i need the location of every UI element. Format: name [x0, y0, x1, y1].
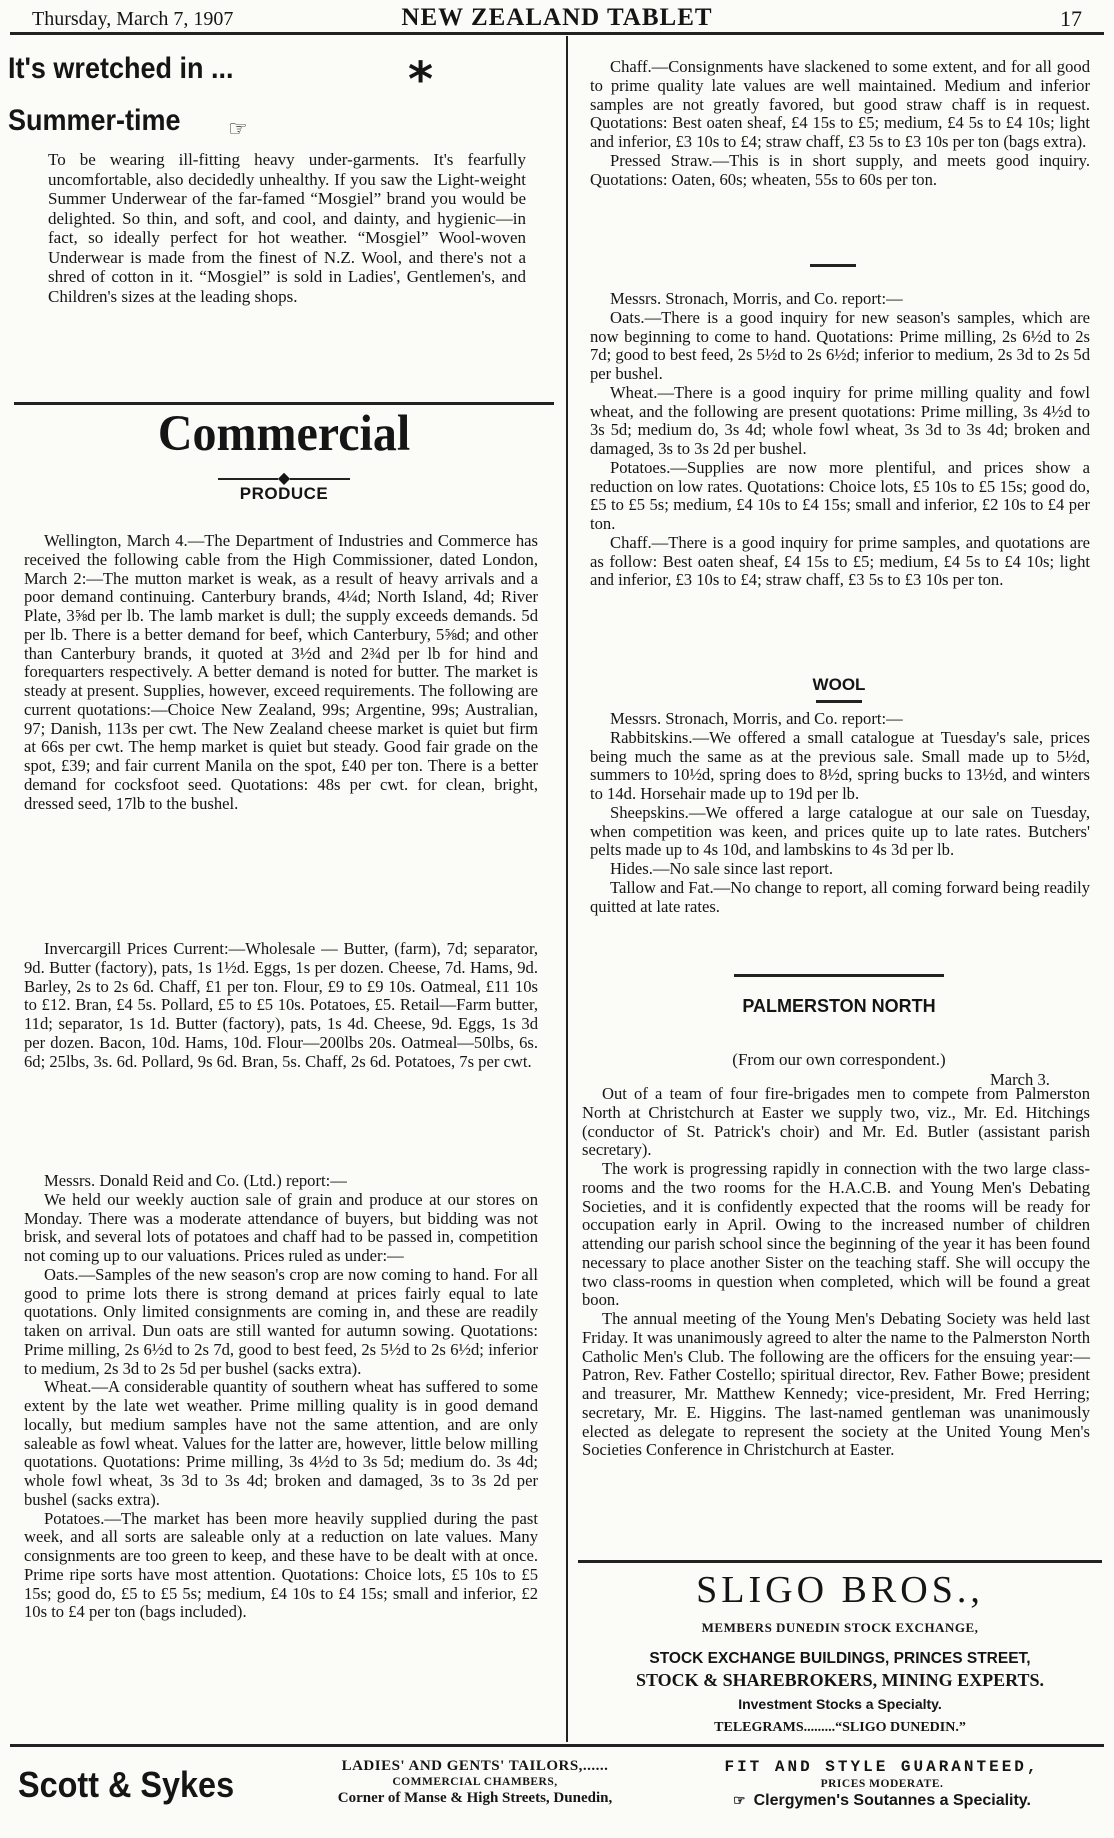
ad-headline-2: Summer-time [8, 104, 181, 137]
short-rule [816, 700, 862, 703]
wellington-article [24, 532, 538, 813]
palmerston-north-heading: PALMERSTON NORTH [742, 996, 936, 1016]
ad-fit-style: FIT AND STYLE GUARANTEED, [724, 1758, 1040, 1776]
ad-business: STOCK & SHAREBROKERS, MINING EXPERTS. [635, 1670, 1045, 1690]
mosgiel-advertisement [8, 52, 556, 400]
report-wheat: Wheat.—A considerable quantity of southern wheat has suffered to some extent by the late wet weather. Prime milling quality is in good demand locally, but medium samples have not the same attention, and are only saleable as fowl wheat. Values for the latter are, however, little below milling quotations. Quotations: Prime milling, 3s 4½d to 3s 5d; medium do. 3s 4d; whole fowl wheat, 3s 3d to 3s 4d; broken and damaged, 3s to 3s 2d per bushel (sacks extra). [24, 1377, 538, 1509]
correspondent-byline: (From our own correspondent.) [732, 1050, 946, 1069]
report-hides: Hides.—No sale since last report. [610, 859, 834, 878]
column-divider [566, 36, 568, 1742]
ad-guarantee-block [662, 1758, 1102, 1810]
invercargill-article [24, 940, 538, 1071]
ad-brand-name: Scott & Sykes [18, 1764, 235, 1805]
ad-clergy-line [662, 1792, 1102, 1810]
produce-heading: PRODUCE [239, 484, 329, 503]
ad-body-text: To be wearing ill-fitting heavy under-garments. It's fearfully uncomfortable, also decidedly unhealthy. If you saw the Light-weight Summer Underwear of the far-famed “Mosgiel” brand you would be delighted. So thin, and soft, and cool, and dainty, and hygienic—in fact, so ideally perfect for hot weather. “Mosgiel” Wool-woven Underwear is made from the finest of N.Z. Wool, and there's not a shred of cotton in it. “Mosgiel” is sold in Ladies', Gentlemen's, and Children's sizes at the leading shops. [48, 150, 526, 306]
asterisk-ornament-icon: * [408, 52, 434, 108]
masthead: NEW ZEALAND TABLET [401, 4, 713, 31]
invercargill-paragraph: Invercargill Prices Current:—Wholesale — Butter, (farm), 7d; separator, 9d. Butter (factory), pats, 1s 1½d. Eggs, 1s per dozen. Cheese, 7d. Hams, 9d. Barley, 2s to 2s 6d. Chaff, £1 per ton. Flour, £9 to £9 10s. Oatmeal, £11 10s to £12. Bran, £4 5s. Pollard, £5 to £5 10s. Potatoes, £5. Retail—Farm butter, 11d; separator, 1s 1d. Butter (factory), pats, 1s 4d. Cheese, 9d. Eggs, 1s 3d per dozen. Bacon, 10d. Hams, 10d. Flour—200lbs 20s. Oatmeal—50lbs, 6s. 6d; 25lbs, 3s. 6d. Pollard, 9s 6d. Bran, 5s. Chaff, 2s 6d. Potatoes, 7s per cwt. [24, 939, 538, 1071]
report-tallow: Tallow and Fat.—No change to report, all coming forward being readily quitted at late rates. [590, 877, 1090, 916]
footer-rule [10, 1744, 1104, 1747]
pointing-hand-icon: ☞ [733, 1792, 746, 1808]
ad-company-name: SLIGO BROS., [696, 1569, 984, 1611]
ad-telegrams: TELEGRAMS.........“SLIGO DUNEDIN.” [714, 1720, 966, 1735]
palmerston-north-article [582, 1085, 1090, 1460]
report-chaff: Chaff.—There is a good inquiry for prime samples, and quotations are as follow: Best oaten sheaf, £4 15s to £5; medium, £4 5s to £4 10s; light and inferior, £3 10s to £4; straw chaff, £3 5s to £3 10s per ton. [590, 532, 1090, 590]
report-potatoes: Potatoes.—Supplies are now more plentiful, and prices show a reduction on low rates. Quotations: Choice lots, £5 10s to £5 15s; good do, £5 to £5 5s; medium, £4 10s to £4 15s; small and inferior, £2 10s to £4 per ton. [590, 457, 1090, 533]
page-number: 17 [1060, 6, 1082, 31]
ad-tailors-block [300, 1758, 650, 1807]
sligo-bros-advertisement [578, 1562, 1102, 1740]
header-rule [10, 32, 1104, 35]
section-title: Commercial [157, 405, 411, 462]
pointing-hand-icon: ☞ [228, 116, 248, 141]
ad-chambers: COMMERCIAL CHAMBERS, [392, 1776, 558, 1788]
section-rule [734, 974, 944, 977]
report-rabbitskins: Rabbitskins.—We offered a small catalogue at Tuesday's sale, prices being much the same as at the previous sale. Small made up to 5½d, summers to 10½d, spring does to 8½d, spring bucks to 13½d, and winters to 14d. Horsehair made up to 19d per lb. [590, 727, 1090, 803]
report-heading: Messrs. Donald Reid and Co. (Ltd.) report:— [44, 1171, 347, 1190]
ad-body [48, 150, 526, 306]
diamond-icon: ◆ [277, 470, 291, 487]
page-header [20, 4, 1094, 34]
report-heading: Messrs. Stronach, Morris, and Co. report:— [610, 709, 903, 728]
ad-specialty: Investment Stocks a Specialty. [738, 1696, 942, 1712]
report-heading: Messrs. Stronach, Morris, and Co. report:— [610, 289, 903, 308]
article-paragraph: The annual meeting of the Young Men's Debating Society was held last Friday. It was unanimously agreed to alter the name to the Palmerston North Catholic Men's Club. The following are the officers for the ensuing year:—Patron, Rev. Father Costello; spiritual director, Rev. Father Bowe; president and treasurer, Mr. Matthew Kennedy; vice-president, Mr. Fred Herring; secretary, Mr. E. Higgins. The last-named gentleman was unanimously elected as delegate to represent the society at the United Young Men's Societies Conference in Christchurch at Easter. [582, 1309, 1090, 1460]
chaff-straw-continued [590, 58, 1090, 189]
article-paragraph: The work is progressing rapidly in connection with the two large class-rooms and the two rooms for the H.A.C.B. and Young Men's Debating Societies, and it is confidently expected that the rooms will be ready for occupation early in April. Owing to the increased number of children attending our parish school since the beginning of the year it has been found necessary to place another Sister on the teaching staff. She will occupy the two class-rooms in question when completed, which will be found a great boon. [582, 1159, 1090, 1310]
report-oats: Oats.—Samples of the new season's crop are now coming to hand. For all good to prime lots there is strong demand at prices fairly equal to late quotations. Only limited consignments are coming in, and these are readily taken on arrival. Dun oats are still wanted for autumn sowing. Quotations: Prime milling, 2s 6½d to 2s 7d, good to best feed, 2s 5½d to 2s 6½d; inferior to medium, 2s 3d to 2s 5d per bushel (sacks extra). [24, 1264, 538, 1378]
report-wheat: Wheat.—There is a good inquiry for prime milling quality and fowl wheat, and the following are present quotations: Prime milling, 3s 4½d to 3s 5d; medium do, 3s 4d; whole fowl wheat, 3s 3d to 3s 4d; broken and damaged, 3s to 3s 2d per bushel. [590, 382, 1090, 458]
short-rule [810, 264, 856, 267]
scott-sykes-advertisement [10, 1750, 1104, 1838]
report-potatoes: Potatoes.—The market has been more heavily supplied during the past week, and all sorts are saleable only at a reduction on late values. Many consignments are too green to keep, and these have to be dealt with at once. Prime ripe sorts have most attention. Quotations: Choice lots, £5 10s to £5 15s; good do, £5 to £5 5s; medium, £4 10s to £4 15s; small and inferior, £2 10s to £4 per ton (bags included). [24, 1508, 538, 1622]
donald-reid-report [24, 1172, 538, 1622]
ad-tailors: LADIES' AND GENTS' TAILORS,...... [341, 1758, 609, 1774]
report-oats: Oats.—There is a good inquiry for new season's samples, which are now beginning to come to hand. Quotations: Prime milling, 2s 6½d to 2s 7d; good to best feed, 2s 5½d to 2s 6½d; inferior to medium, 2s 3d to 2s 5d per bushel. [590, 307, 1090, 383]
wool-report [590, 710, 1090, 916]
wool-heading: WOOL [812, 675, 866, 694]
pressed-straw-paragraph: Pressed Straw.—This is in short supply, and meets good inquiry. Quotations: Oaten, 60s; wheaten, 55s to 60s per ton. [590, 150, 1090, 189]
ad-prices: PRICES MODERATE. [820, 1778, 944, 1790]
ad-membership: MEMBERS DUNEDIN STOCK EXCHANGE, [701, 1620, 979, 1635]
report-sheepskins: Sheepskins.—We offered a large catalogue at our sale on Tuesday, when competition was keen, and prices quite up to late rates. Butchers' pelts made up to 4s 10d, and lambskins to 4s 3d per lb. [590, 802, 1090, 860]
issue-date: Thursday, March 7, 1907 [32, 8, 234, 30]
ad-corner-address: Corner of Manse & High Streets, Dunedin, [337, 1790, 613, 1806]
wellington-paragraph: Wellington, March 4.—The Department of Industries and Commerce has received the following cable from the High Commissioner, dated London, March 2:—The mutton market is weak, as a result of heavy arrivals and a poor demand continuing. Canterbury brands, 4¼d; North Island, 4d; River Plate, 3⅝d per lb. The lamb market is dull; the supply exceeds demands. 5d per lb. There is a better demand for beef, which Canterbury, 5⅝d; and other than Canterbury brands, it quoted at 3½d and 2¾d per lb for hind and forequarters respectively. A better demand is noted for butter. The market is steady at present. Supplies, however, exceed requirements. The following are current quotations:—Choice New Zealand, 99s; Argentine, 99s; Australian, 97; Danish, 113s per cwt. The New Zealand cheese market is quiet but firm at 66s per cwt. The hemp market is quiet but steady. Good fair grade on the spot, £39; and fair current Manila on the spot, £40 per ton. There is a better demand for cocksfoot seed. Quotations: 48s per cwt. for clean, bright, dressed seed, 17lb to the bushel. [24, 531, 538, 813]
dateline: March 3. [990, 1070, 1050, 1089]
report-intro: We held our weekly auction sale of grain and produce at our stores on Monday. There was a moderate attendance of buyers, but bidding was not brisk, and several lots of potatoes and chaff had to be passed in, competition not coming up to our valuations. Prices ruled as under:— [24, 1189, 538, 1265]
chaff-paragraph: Chaff.—Consignments have slackened to some extent, and for all good to prime quality late values are well maintained. Medium and inferior samples are not greatly favored, but good straw chaff is in request. Quotations: Best oaten sheaf, £4 15s to £5; medium, £4 5s to £4 10s; light and inferior, £3 10s to £4; straw chaff, £3 5s to £3 10s per ton (bags extra). [590, 57, 1090, 151]
ad-clergymen: Clergymen's Soutannes a Speciality. [753, 1792, 1031, 1809]
ad-headline-1: It's wretched in ... [8, 52, 234, 85]
stronach-produce-report [590, 290, 1090, 590]
article-paragraph: Out of a team of four fire-brigades men to compete from Palmerston North at Christchurch at Easter we supply two, viz., Mr. Ed. Hitchings (conductor of St. Patrick's choir) and Mr. Ed. Butler (assistant parish secretary). [582, 1084, 1090, 1160]
ad-address: STOCK EXCHANGE BUILDINGS, PRINCES STREET, [649, 1650, 1031, 1667]
